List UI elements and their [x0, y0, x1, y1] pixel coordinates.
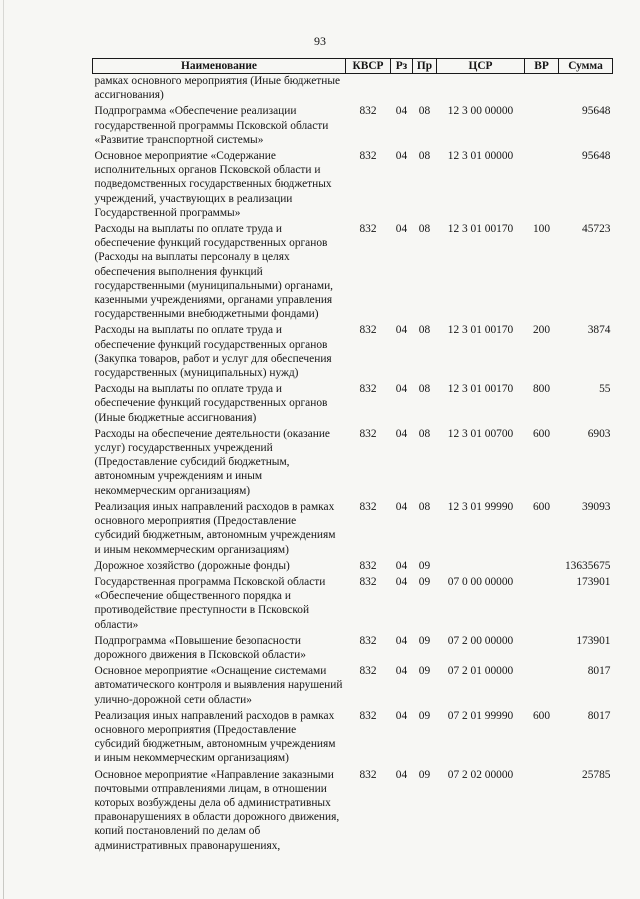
cell-name: Государственная программа Псковской области «Обеспечение общественного порядка и противодействие преступности в Псковской области» — [94, 575, 326, 631]
cell-pr: 08 — [418, 324, 431, 337]
cell-name: Расходы на выплаты по оплате труда и обеспечение функций государственных органов (Закупка товаров, работ и услуг для обеспечения государственных (муниципальных) нужд) — [94, 324, 332, 380]
cell-vr — [525, 147, 559, 220]
cell-pr: 09 — [418, 575, 431, 588]
cell-pr: 09 — [418, 559, 431, 572]
header-kvsr: КВСР — [346, 59, 391, 74]
cell-vr: 600 — [532, 427, 551, 440]
cell-vr — [525, 766, 559, 853]
cell-sum: 45723 — [582, 223, 611, 236]
cell-csr: 12 3 01 00700 — [447, 427, 514, 440]
cell-csr: 12 3 01 00170 — [447, 223, 514, 236]
cell-sum: 173901 — [576, 575, 611, 588]
cell-name: Дорожное хозяйство (дорожные фонды) — [94, 559, 290, 572]
cell-sum: 55 — [599, 383, 611, 396]
cell-vr: 600 — [532, 500, 551, 513]
cell-csr: 07 2 00 00000 — [447, 634, 514, 647]
cell-kvsr: 832 — [359, 383, 377, 396]
table-row — [93, 498, 613, 557]
cell-csr: 07 2 01 99990 — [447, 709, 514, 722]
cell-vr — [525, 662, 559, 707]
cell-pr: 09 — [418, 665, 431, 678]
cell-name: Реализация иных направлений расходов в рамках основного мероприятия (Предоставление субсидий бюджетным, автономным учреждениям и иным некоммерческим организациям) — [94, 500, 336, 556]
cell-rz: 04 — [395, 105, 408, 118]
cell-kvsr: 832 — [359, 634, 377, 647]
table-body — [93, 74, 613, 853]
cell-csr: 12 3 01 00000 — [447, 150, 514, 163]
cell-kvsr: 832 — [359, 665, 377, 678]
cell-kvsr: 832 — [359, 427, 377, 440]
cell-kvsr: 832 — [359, 709, 377, 722]
cell-pr: 08 — [418, 427, 431, 440]
cell-sum: 25785 — [582, 768, 611, 781]
cell-name: Расходы на выплаты по оплате труда и обеспечение функций государственных органов (Расходы на выплаты персоналу в целях обеспечения выполнения функций государственными (муниципальными) органами, казенными учреждениями, органами управления государственными внебюджетными фондами) — [94, 223, 334, 321]
cell-pr: 09 — [418, 634, 431, 647]
cell-csr — [437, 74, 525, 103]
cell-sum: 8017 — [587, 665, 611, 678]
table-header — [93, 59, 613, 74]
cell-vr: 600 — [532, 709, 551, 722]
cell-csr: 12 3 01 00170 — [447, 383, 514, 396]
cell-vr — [525, 573, 559, 632]
cell-vr: 100 — [532, 223, 551, 236]
cell-sum: 13635675 — [564, 559, 611, 572]
header-sum: Сумма — [559, 59, 613, 74]
cell-kvsr: 832 — [359, 500, 377, 513]
cell-rz: 04 — [395, 575, 408, 588]
page-number: 93 — [314, 34, 326, 48]
cell-rz: 04 — [395, 665, 408, 678]
table-row — [93, 557, 613, 573]
cell-kvsr — [346, 74, 391, 103]
cell-pr: 09 — [418, 709, 431, 722]
cell-sum: 8017 — [587, 709, 611, 722]
cell-csr: 07 2 01 00000 — [447, 665, 514, 678]
cell-rz: 04 — [395, 768, 408, 781]
cell-pr: 08 — [418, 105, 431, 118]
cell-csr: 07 2 02 00000 — [447, 768, 514, 781]
header-rz: Рз — [391, 59, 413, 74]
cell-rz: 04 — [395, 500, 408, 513]
cell-pr: 08 — [418, 383, 431, 396]
scan-edge — [3, 0, 4, 899]
cell-name: Основное мероприятие «Направление заказными почтовыми отправлениями лицам, в отношении которых возбуждены дела об административных правонарушениях в области дорожного движения, копий постановлений по делам об административных правонарушениях, — [94, 768, 340, 852]
cell-kvsr: 832 — [359, 575, 377, 588]
cell-sum: 3874 — [587, 324, 611, 337]
cell-pr: 08 — [418, 150, 431, 163]
cell-kvsr: 832 — [359, 559, 377, 572]
cell-vr — [525, 632, 559, 662]
table-row — [93, 220, 613, 321]
table-row — [93, 380, 613, 425]
cell-name: Основное мероприятие «Содержание исполнительных органов Псковской области и подведомственных государственных бюджетных учреждений, участвующих в реализации Государственной программы» — [94, 150, 332, 219]
cell-sum: 95648 — [582, 105, 611, 118]
cell-vr: 200 — [532, 324, 551, 337]
cell-rz: 04 — [395, 709, 408, 722]
table-row — [93, 147, 613, 220]
cell-csr: 12 3 00 00000 — [447, 105, 514, 118]
cell-sum: 173901 — [576, 634, 611, 647]
cell-kvsr: 832 — [359, 105, 377, 118]
cell-pr: 08 — [418, 223, 431, 236]
cell-kvsr: 832 — [359, 768, 377, 781]
table-row — [93, 766, 613, 853]
cell-sum: 6903 — [587, 427, 611, 440]
cell-rz: 04 — [395, 223, 408, 236]
table-row — [93, 662, 613, 707]
cell-pr: 08 — [418, 500, 431, 513]
table-row — [93, 321, 613, 380]
cell-kvsr: 832 — [359, 223, 377, 236]
header-name: Наименование — [93, 59, 346, 74]
cell-rz: 04 — [395, 324, 408, 337]
cell-name: Подпрограмма «Обеспечение реализации государственной программы Псковской области «Развитие транспортной системы» — [94, 105, 329, 146]
cell-rz — [391, 74, 413, 103]
cell-csr: 07 0 00 00000 — [447, 575, 514, 588]
cell-vr — [525, 74, 559, 103]
cell-csr: 12 3 01 00170 — [447, 324, 514, 337]
header-pr: Пр — [413, 59, 437, 74]
table-row — [93, 425, 613, 498]
table-row — [93, 573, 613, 632]
header-vr: ВР — [525, 59, 559, 74]
cell-name: Расходы на обеспечение деятельности (оказание услуг) государственных учреждений (Предоставление субсидий бюджетным, автономным учреждениям и иным некоммерческим организациям) — [94, 427, 330, 497]
cell-name: Реализация иных направлений расходов в рамках основного мероприятия (Предоставление субсидий бюджетным, автономным учреждениям и иным некоммерческим организациям) — [94, 709, 336, 765]
cell-csr — [437, 557, 525, 573]
cell-vr: 800 — [532, 383, 551, 396]
table-row — [93, 632, 613, 662]
cell-sum: 39093 — [582, 500, 611, 513]
header-csr: ЦСР — [437, 59, 525, 74]
cell-sum — [559, 74, 613, 103]
cell-rz: 04 — [395, 383, 408, 396]
budget-table — [92, 58, 613, 853]
cell-vr — [525, 557, 559, 573]
cell-kvsr: 832 — [359, 150, 377, 163]
table-row — [93, 74, 613, 103]
cell-name: Подпрограмма «Повышение безопасности дорожного движения в Псковской области» — [94, 634, 306, 661]
cell-name: Основное мероприятие «Оснащение системами автоматического контроля и выявления нарушений улично-дорожной сети области» — [94, 665, 343, 706]
cell-csr: 12 3 01 99990 — [447, 500, 514, 513]
cell-rz: 04 — [395, 427, 408, 440]
cell-rz: 04 — [395, 634, 408, 647]
cell-name: рамках основного мероприятия (Иные бюджетные ассигнования) — [94, 75, 341, 102]
cell-kvsr: 832 — [359, 324, 377, 337]
cell-name: Расходы на выплаты по оплате труда и обеспечение функций государственных органов (Иные бюджетные ассигнования) — [94, 383, 328, 424]
table-row — [93, 102, 613, 147]
cell-rz: 04 — [395, 559, 408, 572]
cell-pr — [413, 74, 437, 103]
cell-pr: 09 — [418, 768, 431, 781]
cell-vr — [525, 102, 559, 147]
cell-sum: 95648 — [582, 150, 611, 163]
table-row — [93, 707, 613, 766]
cell-rz: 04 — [395, 150, 408, 163]
